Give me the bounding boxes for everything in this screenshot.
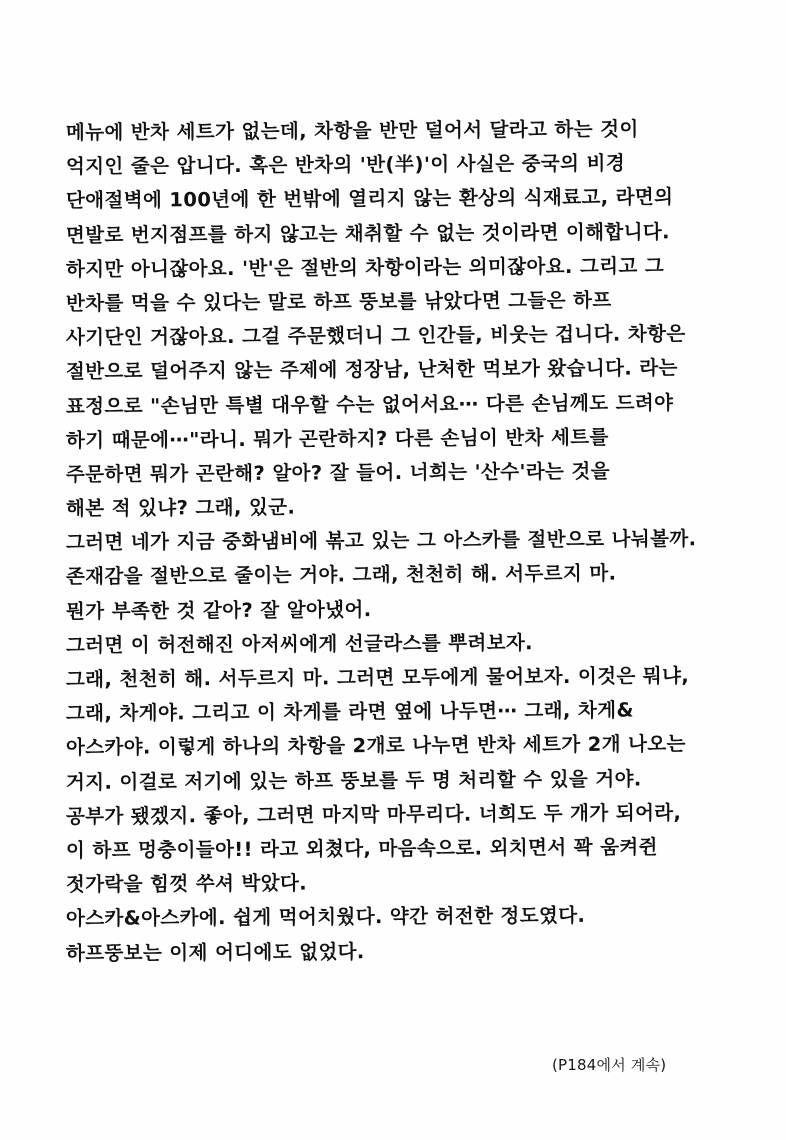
- letter-line: 절반으로 덜어주지 않는 주제에 정장남, 난처한 먹보가 왔습니다. 라는: [65, 356, 678, 384]
- letter-line: 하프뚱보는 이제 어디에도 없었다.: [65, 939, 365, 965]
- letter-line: 메뉴에 반차 세트가 없는데, 차항을 반만 덜어서 달라고 하는 것이: [65, 117, 639, 144]
- letter-line: 뭔가 부족한 것 같아? 잘 알아냈어.: [65, 597, 372, 623]
- letter-line: 사기단인 거잖아요. 그걸 주문했더니 그 인간들, 비웃는 겁니다. 차항은: [65, 322, 686, 350]
- letter-line: 해본 적 있냐? 그래, 있군.: [65, 495, 296, 521]
- letter-line: 그러면 이 허전해진 아저씨에게 선글라스를 뿌려보자.: [65, 630, 534, 657]
- letter-line: 하지만 아니잖아요. '반'은 절반의 차항이라는 의미잖아요. 그리고 그: [65, 254, 665, 281]
- letter-line: 표정으로 "손님만 특별 대우할 수는 없어서요⋯ 다른 손님께도 드려야: [65, 390, 674, 418]
- letter-line: 억지인 줄은 압니다. 혹은 반차의 '반(半)'이 사실은 중국의 비경: [65, 151, 626, 179]
- letter-line: 이 하프 멍충이들아!! 라고 외쳤다, 마음속으로. 외치면서 꽉 움켜쥔: [65, 835, 658, 862]
- handwritten-letter-body: [66, 116, 756, 971]
- letter-line: 그러면 네가 지금 중화냄비에 볶고 있는 그 아스카를 절반으로 나눠볼까.: [65, 527, 697, 555]
- letter-line: 아스카&아스카에. 쉽게 먹어치웠다. 약간 허전한 정도였다.: [65, 904, 586, 931]
- letter-line: 하기 때문에⋯"라니. 뭐가 곤란하지? 다른 손님이 반차 세트를: [65, 425, 609, 452]
- continuation-note: (P184에서 계속): [552, 1056, 667, 1074]
- letter-line: 단애절벽에 100년에 한 번밖에 열리지 않는 환상의 식재료고, 라면의: [65, 185, 674, 213]
- letter-line: 공부가 됐겠지. 좋아, 그러면 마지막 마무리다. 너희도 두 개가 되어라,: [65, 800, 682, 828]
- letter-line: 거지. 이걸로 저기에 있는 하프 뚱보를 두 명 처리할 수 있을 거야.: [65, 767, 642, 794]
- letter-line: 그래, 차게야. 그리고 이 차게를 라면 옆에 나두면⋯ 그래, 차게&: [65, 698, 634, 726]
- letter-line: 그래, 천천히 해. 서두르지 마. 그러면 모두에게 물어보자. 이것은 뭐냐,: [65, 664, 690, 691]
- letter-line: 면발로 번지점프를 하지 않고는 채취할 수 없는 것이라면 이해합니다.: [65, 219, 671, 247]
- letter-line: 주문하면 뭐가 곤란해? 알아? 잘 들어. 너희는 '산수'라는 것을: [65, 459, 610, 486]
- letter-line: 젓가락을 힘껏 쑤셔 박았다.: [65, 871, 308, 897]
- letter-line: 반차를 먹을 수 있다는 말로 하프 뚱보를 낚았다면 그들은 하프: [65, 288, 612, 315]
- letter-line: 아스카야. 이렇게 하나의 차항을 2개로 나누면 반차 세트가 2개 나오는: [65, 732, 686, 760]
- letter-line: 존재감을 절반으로 줄이는 거야. 그래, 천천히 해. 서두르지 마.: [65, 562, 617, 589]
